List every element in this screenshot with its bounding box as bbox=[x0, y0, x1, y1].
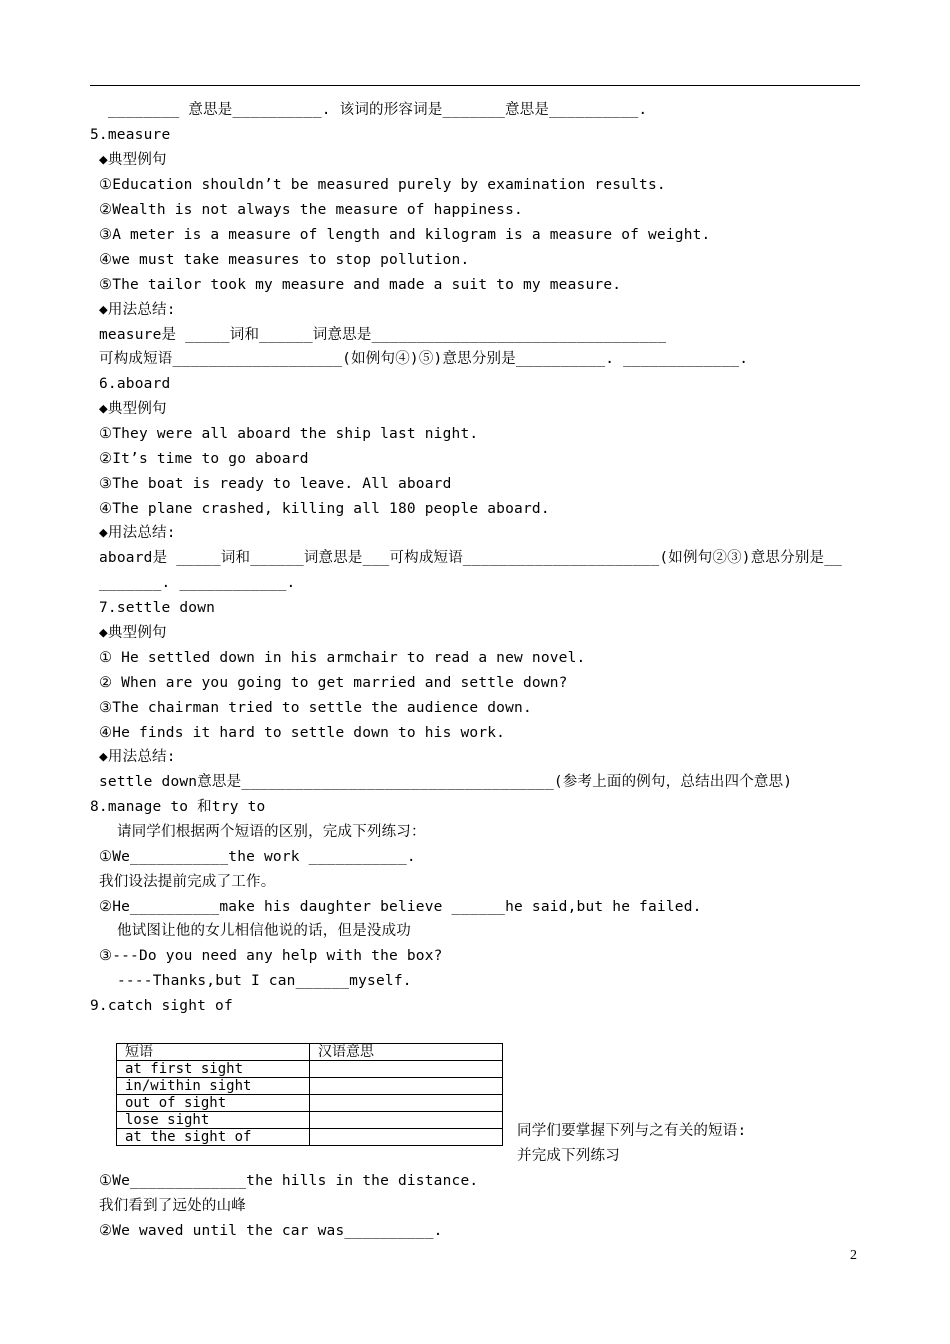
table-cell: in/within sight bbox=[117, 1078, 310, 1095]
text-line: ◆用法总结: bbox=[99, 749, 176, 765]
text-line: ③The chairman tried to settle the audience down. bbox=[99, 700, 532, 716]
text-line: ◆用法总结: bbox=[99, 525, 176, 541]
text-line: ③---Do you need any help with the box? bbox=[99, 948, 443, 964]
text-line: 9.catch sight of bbox=[90, 998, 233, 1014]
table-cell: at the sight of bbox=[117, 1129, 310, 1146]
text-line: 可构成短语___________________(如例句④)⑤)意思分别是__________. _____________. bbox=[99, 351, 749, 367]
text-line: ③A meter is a measure of length and kilogram is a measure of weight. bbox=[99, 227, 711, 243]
text-line: ◆典型例句 bbox=[99, 152, 167, 168]
text-line: ①We___________the work ___________. bbox=[99, 849, 416, 865]
table-header-cell: 汉语意思 bbox=[310, 1044, 503, 1061]
text-line: measure是 _____词和______词意思是_________________________________ bbox=[99, 327, 667, 343]
text-line: ◆典型例句 bbox=[99, 401, 167, 417]
text-line: ◆用法总结: bbox=[99, 302, 176, 318]
text-line: 我们设法提前完成了工作。 bbox=[99, 874, 276, 890]
text-line: 5.measure bbox=[90, 127, 171, 143]
text-line: ________ 意思是__________. 该词的形容词是_______意思是__________. bbox=[108, 102, 648, 118]
table-cell: out of sight bbox=[117, 1095, 310, 1112]
text-line: aboard是 _____词和______词意思是___可构成短语______________________(如例句②③)意思分别是__ bbox=[99, 550, 843, 566]
table-row bbox=[117, 1061, 503, 1078]
text-line: _______. ____________. bbox=[99, 575, 296, 591]
text-line: ① He settled down in his armchair to read a new novel. bbox=[99, 650, 586, 666]
table-cell bbox=[310, 1078, 503, 1095]
text-line: 7.settle down bbox=[99, 600, 216, 616]
text-line: ④He finds it hard to settle down to his work. bbox=[99, 725, 506, 741]
text-line: ①We_____________the hills in the distance. bbox=[99, 1173, 479, 1189]
table-header-row bbox=[117, 1044, 503, 1061]
text-line: ④we must take measures to stop pollution. bbox=[99, 252, 470, 268]
table-row bbox=[117, 1112, 503, 1129]
text-line: ⑤The tailor took my measure and made a suit to my measure. bbox=[99, 277, 622, 293]
text-line: ③The boat is ready to leave. All aboard bbox=[99, 476, 452, 492]
table-cell bbox=[310, 1095, 503, 1112]
table-row bbox=[117, 1078, 503, 1095]
text-line: ①Education shouldn’t be measured purely by examination results. bbox=[99, 177, 666, 193]
text-line: 我们看到了远处的山峰 bbox=[99, 1198, 246, 1214]
text-line: ①They were all aboard the ship last night. bbox=[99, 426, 479, 442]
text-line: ④The plane crashed, killing all 180 people aboard. bbox=[99, 501, 550, 517]
text-line: 6.aboard bbox=[99, 376, 171, 392]
header-rule bbox=[90, 85, 860, 86]
text-line: ②We waved until the car was__________. bbox=[99, 1223, 443, 1239]
text-line: 同学们要掌握下列与之有关的短语: bbox=[517, 1123, 747, 1139]
text-line: ②It’s time to go aboard bbox=[99, 451, 309, 467]
table-header-cell: 短语 bbox=[117, 1044, 310, 1061]
text-line: ----Thanks,but I can______myself. bbox=[117, 973, 412, 989]
page-number: 2 bbox=[850, 1248, 857, 1263]
phrase-table bbox=[116, 1043, 503, 1146]
text-line: ②Wealth is not always the measure of happiness. bbox=[99, 202, 523, 218]
text-line: 8.manage to 和try to bbox=[90, 799, 266, 815]
text-line: 请同学们根据两个短语的区别，完成下列练习： bbox=[117, 824, 426, 840]
text-line: settle down意思是___________________________________(参考上面的例句，总结出四个意思) bbox=[99, 774, 793, 790]
table-cell: lose sight bbox=[117, 1112, 310, 1129]
text-line: ② When are you going to get married and settle down? bbox=[99, 675, 568, 691]
text-line: 并完成下列练习 bbox=[517, 1148, 620, 1164]
text-line: ◆典型例句 bbox=[99, 625, 167, 641]
table-cell bbox=[310, 1112, 503, 1129]
text-line: ②He__________make his daughter believe ______he said,but he failed. bbox=[99, 899, 702, 915]
text-line: 他试图让他的女儿相信他说的话，但是没成功 bbox=[117, 923, 411, 939]
table-cell: at first sight bbox=[117, 1061, 310, 1078]
table-cell bbox=[310, 1061, 503, 1078]
table-row bbox=[117, 1095, 503, 1112]
table-cell bbox=[310, 1129, 503, 1146]
table-row bbox=[117, 1129, 503, 1146]
